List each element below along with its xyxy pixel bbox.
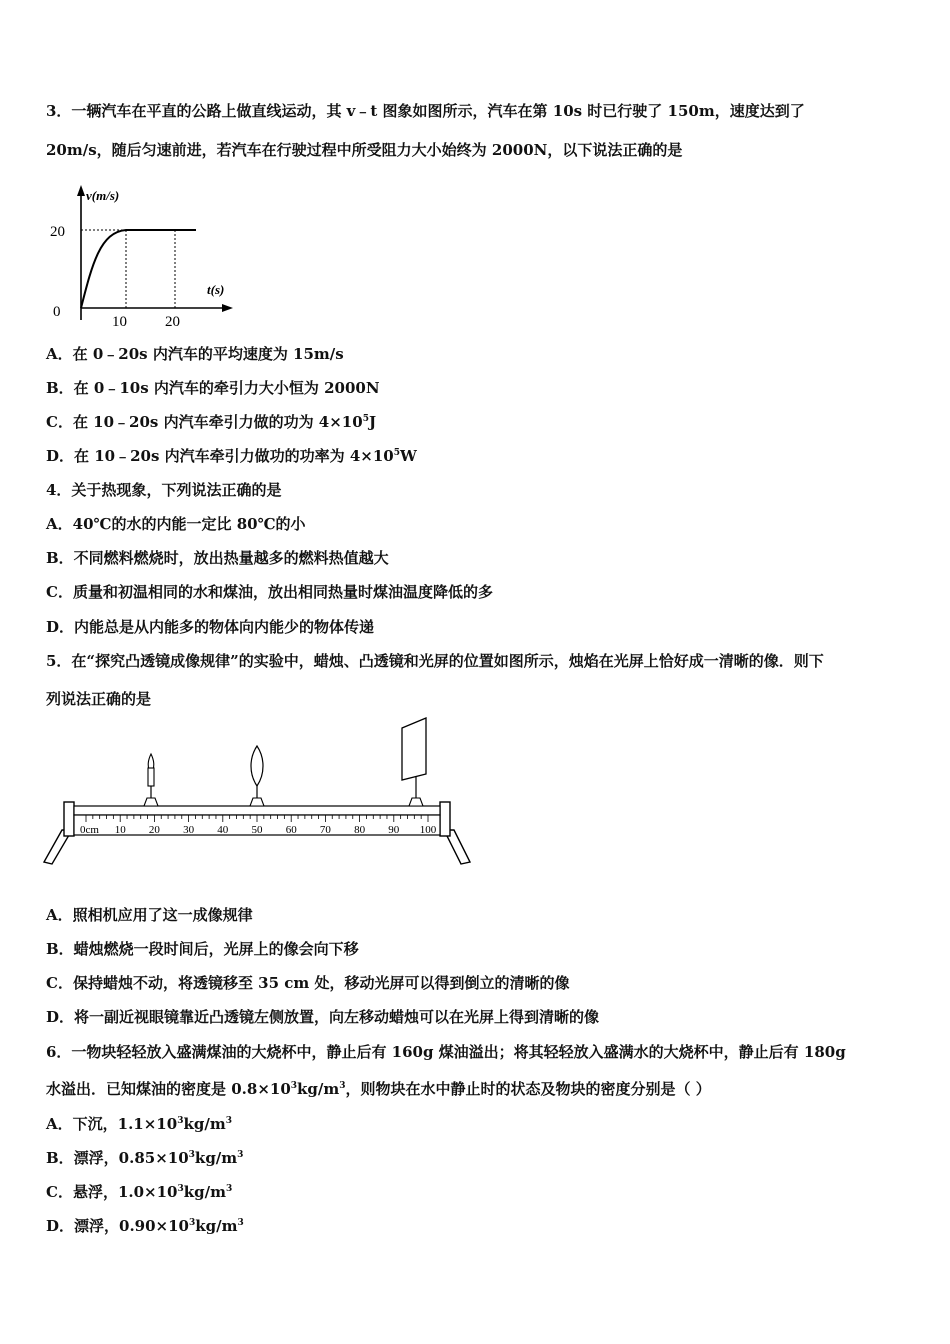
- q4-option-c: C．质量和初温相同的水和煤油，放出相同热量时煤油温度降低的多: [46, 583, 493, 601]
- q6-stem-line2: 水溢出．已知煤油的密度是 $0.8\times 10^3kg/m^3$，则物块在水中静止时的状态及物块的密度分别是（ ）: [46, 1080, 711, 1098]
- q6-option-b: B．漂浮，$0.85\times 10^3kg/m^3$: [46, 1149, 244, 1167]
- ruler-label: 90: [388, 824, 400, 836]
- ruler-label: 60: [285, 824, 297, 836]
- q6-option-c: C．悬浮，$1.0\times 10^3kg/m^3$: [46, 1183, 233, 1201]
- q4-option-a: A．40℃的水的内能一定比 80℃的小: [46, 515, 306, 533]
- ruler-label: 40: [217, 824, 229, 836]
- ruler-label: 50: [251, 824, 263, 836]
- q5-stem-line1: 5．在“探究凸透镜成像规律”的实验中，蜡烛、凸透镜和光屏的位置如图所示，烛焰在光屏上恰好成一清晰的像．则下: [46, 652, 824, 670]
- right-end-post: [440, 802, 450, 836]
- left-end-post: [64, 802, 74, 836]
- q3-vt-graph: [44, 180, 244, 330]
- q5-option-c: C．保持蜡烛不动，将透镜移至 35 cm 处，移动光屏可以得到倒立的清晰的像: [46, 974, 570, 992]
- q6-option-d: D．漂浮，$0.90\times 10^3kg/m^3$: [46, 1217, 244, 1235]
- origin-label: 0: [53, 304, 61, 320]
- q4-option-d: D．内能总是从内能多的物体向内能少的物体传递: [46, 618, 375, 636]
- x-tick-20: 20: [165, 314, 180, 330]
- x-axis-label: t(s): [207, 282, 225, 297]
- q3-stem-line2: 20m/s，随后匀速前进，若汽车在行驶过程中所受阻力大小始终为 2000N，以下说法正确的是: [46, 141, 683, 159]
- bench-top-rail: [74, 806, 440, 815]
- q5-option-d: D．将一副近视眼镜靠近凸透镜左侧放置，向左移动蜡烛可以在光屏上得到清晰的像: [46, 1008, 600, 1026]
- velocity-curve: [81, 230, 196, 308]
- q5-option-a: A．照相机应用了这一成像规律: [46, 906, 253, 924]
- ruler-label: 10: [114, 824, 126, 836]
- q3-stem-line1: 3．一辆汽车在平直的公路上做直线运动，其 v﹣t 图象如图所示，汽车在第 10s 时已行驶了 150m，速度达到了: [46, 102, 805, 120]
- q5-optical-bench: [40, 712, 480, 872]
- q3-option-a: A．在 0﹣20s 内汽车的平均速度为 15m/s: [46, 345, 344, 363]
- q5-stem-line2: 列说法正确的是: [46, 690, 152, 708]
- x-axis-arrow: [222, 304, 233, 312]
- q6-stem-line1: 6．一物块轻轻放入盛满煤油的大烧杯中，静止后有 160g 煤油溢出；将其轻轻放入盛满水的大烧杯中，静止后有 180g: [46, 1043, 846, 1061]
- y-axis-label: v(m/s): [86, 188, 120, 203]
- convex-lens: [250, 746, 264, 806]
- q5-option-b: B．蜡烛燃烧一段时间后，光屏上的像会向下移: [46, 940, 359, 958]
- q3-option-c: C．在 10﹣20s 内汽车牵引力做的功为 $4\times 10^5J$: [46, 413, 377, 431]
- y-tick-20: 20: [50, 224, 65, 240]
- y-axis-arrow: [77, 185, 85, 196]
- candle: [144, 754, 158, 806]
- ruler-label: 0cm: [80, 824, 99, 836]
- q4-option-b: B．不同燃料燃烧时，放出热量越多的燃料热值越大: [46, 549, 389, 567]
- q3-option-d: D．在 10﹣20s 内汽车牵引力做功的功率为 $4\times 10^5W$: [46, 447, 417, 465]
- q4-stem: 4．关于热现象，下列说法正确的是: [46, 481, 282, 499]
- light-screen: [402, 718, 426, 806]
- ruler-label: 20: [148, 824, 160, 836]
- ruler-label: 30: [183, 824, 195, 836]
- x-tick-10: 10: [112, 314, 127, 330]
- q6-option-a: A．下沉，$1.1\times 10^3kg/m^3$: [46, 1115, 232, 1133]
- q3-option-b: B．在 0﹣10s 内汽车的牵引力大小恒为 2000N: [46, 379, 380, 397]
- ruler-label: 100: [419, 824, 437, 836]
- ruler-label: 70: [319, 824, 331, 836]
- ruler-label: 80: [354, 824, 366, 836]
